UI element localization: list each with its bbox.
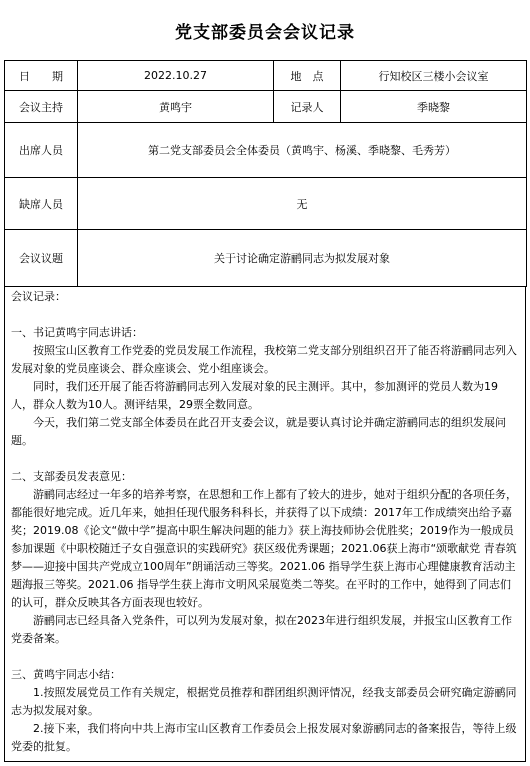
topic-value: 关于讨论确定游鹂同志为拟发展对象 bbox=[78, 230, 527, 287]
host-value: 黄鸣宇 bbox=[78, 91, 274, 123]
section-1-paragraph: 按照宝山区教育工作党委的党员发展工作流程，我校第二党支部分别组织召开了能否将游鹂同志列入发展对象的党员座谈会、群众座谈会、党小组座谈会。 bbox=[11, 344, 517, 375]
date-value: 2022.10.27 bbox=[78, 61, 274, 91]
absent-label: 缺席人员 bbox=[5, 178, 78, 230]
meeting-info-table bbox=[4, 60, 527, 287]
attendees-value: 第二党支部委员会全体委员（黄鸣宇、杨溪、季晓黎、毛秀芳） bbox=[78, 123, 527, 178]
date-label: 日 期 bbox=[5, 61, 78, 91]
host-label: 会议主持 bbox=[5, 91, 78, 123]
section-3-paragraph: 1.按照发展党员工作有关规定，根据党员推荐和群团组织测评情况，经我支部委员会研究确定游鹂同志为拟发展对象。 bbox=[11, 686, 517, 717]
recorder-label: 记录人 bbox=[274, 91, 341, 123]
section-1-paragraph: 今天，我们第二党支部全体委员在此召开支委会议，就是要认真讨论并确定游鹂同志的组织发展问题。 bbox=[11, 416, 506, 447]
section-2-title: 二、支部委员发表意见： bbox=[11, 470, 132, 483]
place-label: 地 点 bbox=[274, 61, 341, 91]
section-2-paragraph: 游鹂同志已经具备入党条件，可以列为发展对象，拟在2023年进行组织发展，并报宝山区教育工作党委备案。 bbox=[11, 614, 512, 645]
document-title: 党支部委员会会议记录 bbox=[175, 23, 355, 43]
meeting-minutes bbox=[4, 286, 526, 762]
attendees-label: 出席人员 bbox=[5, 123, 78, 178]
minutes-heading: 会议记录： bbox=[11, 290, 66, 303]
recorder-value: 季晓黎 bbox=[341, 91, 527, 123]
place-value: 行知校区三楼小会议室 bbox=[341, 61, 527, 91]
absent-row bbox=[5, 178, 527, 230]
absent-value: 无 bbox=[78, 178, 527, 230]
section-1-paragraph: 同时，我们还开展了能否将游鹂同志列入发展对象的民主测评。其中，参加测评的党员人数为19人，群众人数为10人。测评结果，29票全数同意。 bbox=[11, 380, 498, 411]
attendees-row bbox=[5, 123, 527, 178]
date-place-row bbox=[5, 61, 527, 91]
topic-label: 会议议题 bbox=[5, 230, 78, 287]
section-2-paragraph: 游鹂同志经过一年多的培养考察，在思想和工作上都有了较大的进步，她对于组织分配的各项任务，都能很好地完成。近几年来，她担任现代服务科科长，并获得了以下成绩：2017年工作成绩突出给予嘉奖；2019.08《论文“做中学”提高中职生解决问题的能力》获上海技师协会优胜奖；2019作为一般成员参加课题《中职校随迁子女自强意识的实践研究》获区级优秀课题；2021.06获上海市“颂歌献党 青春筑梦——迎接中国共产党成立100周年”朗诵活动三等奖。2021.06 指导学生获上海市心理健康教育活动主题海报三等奖。2021.06 指导学生获上海市文明风采展览类二等奖。在平时的工作中，她得到了同志们的认可，群众反映其各方面表现也较好。 bbox=[11, 488, 517, 609]
host-recorder-row bbox=[5, 91, 527, 123]
section-1-title: 一、书记黄鸣宇同志讲话： bbox=[11, 326, 143, 339]
section-3-title: 三、黄鸣宇同志小结： bbox=[11, 668, 121, 681]
topic-row bbox=[5, 230, 527, 287]
section-3-paragraph: 2.接下来，我们将向中共上海市宝山区教育工作委员会上报发展对象游鹂同志的备案报告，等待上级党委的批复。 bbox=[11, 722, 517, 753]
